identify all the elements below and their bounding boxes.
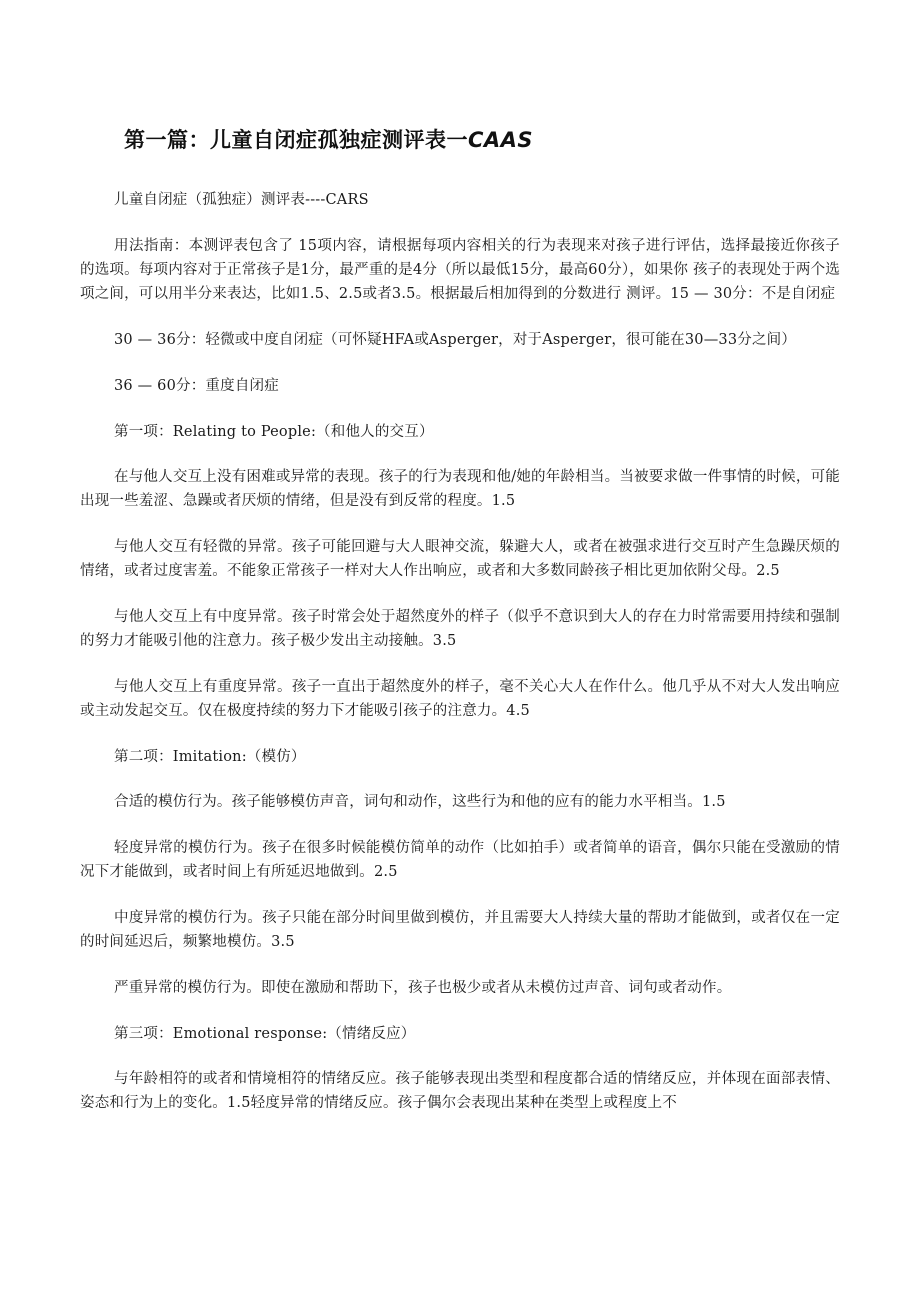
document-body <box>80 188 840 1137</box>
item-2-option-1: 合适的模仿行为。孩子能够模仿声音，词句和动作，这些行为和他的应有的能力水平相当。1.5 <box>114 794 726 810</box>
item-2-option-2: 轻度异常的模仿行为。孩子在很多时候能模仿简单的动作（比如拍手）或者简单的语音，偶尔只能在受激励的情况下才能做到，或者时间上有所延迟地做到。2.5 <box>80 840 840 880</box>
item-1-option-3: 与他人交互上有中度异常。孩子时常会处于超然度外的样子（似乎不意识到大人的存在力时常需要用持续和强制的努力才能吸引他的注意力。孩子极少发出主动接触。3.5 <box>80 609 840 649</box>
title-chinese: 第一篇：儿童自闭症孤独症测评表一 <box>124 128 468 152</box>
item-1-heading: 第一项：Relating to People:（和他人的交互） <box>114 424 434 440</box>
score-range-severe: 36 — 60分：重度自闭症 <box>114 378 279 394</box>
item-2-heading: 第二项：Imitation:（模仿） <box>114 749 306 765</box>
item-3-option-1: 与年龄相符的或者和情境相符的情绪反应。孩子能够表现出类型和程度都合适的情绪反应，并体现在面部表情、姿态和行为上的变化。1.5轻度异常的情绪反应。孩子偶尔会表现出某种在类型上或程度上不 <box>80 1071 840 1111</box>
form-subtitle: 儿童自闭症（孤独症）测评表----CARS <box>114 192 369 208</box>
item-1-option-2: 与他人交互有轻微的异常。孩子可能回避与大人眼神交流，躲避大人，或者在被强求进行交互时产生急躁厌烦的情绪，或者过度害羞。不能象正常孩子一样对大人作出响应，或者和大多数同龄孩子相比更加依附父母。2.5 <box>80 539 840 579</box>
score-range-mild: 30 — 36分：轻微或中度自闭症（可怀疑HFA或Asperger，对于Asperger，很可能在30—33分之间） <box>114 332 797 348</box>
usage-guide: 用法指南：本测评表包含了 15项内容，请根据每项内容相关的行为表现来对孩子进行评估，选择最接近你孩子的选项。每项内容对于正常孩子是1分，最严重的是4分（所以最低15分，最高60分），如果你 孩子的表现处于两个选项之间，可以用半分来表达，比如1.5、2.5或者3.5。根据最后相加得到的分数进行 测评。15 — 30分：不是自闭症 <box>80 238 840 302</box>
item-2-option-4: 严重异常的模仿行为。即使在激励和帮助下，孩子也极少或者从未模仿过声音、词句或者动作。 <box>114 980 732 996</box>
document-title <box>124 124 533 154</box>
item-1-option-4: 与他人交互上有重度异常。孩子一直出于超然度外的样子，毫不关心大人在作什么。他几乎从不对大人发出响应或主动发起交互。仅在极度持续的努力下才能吸引孩子的注意力。4.5 <box>80 679 840 719</box>
title-latin: CAAS <box>468 128 534 152</box>
item-1-option-1: 在与他人交互上没有困难或异常的表现。孩子的行为表现和他/她的年龄相当。当被要求做一件事情的时候，可能出现一些羞涩、急躁或者厌烦的情绪，但是没有到反常的程度。1.5 <box>80 469 840 509</box>
item-2-option-3: 中度异常的模仿行为。孩子只能在部分时间里做到模仿，并且需要大人持续大量的帮助才能做到，或者仅在一定的时间延迟后，频繁地模仿。3.5 <box>80 910 840 950</box>
item-3-heading: 第三项：Emotional response:（情绪反应） <box>114 1026 416 1042</box>
